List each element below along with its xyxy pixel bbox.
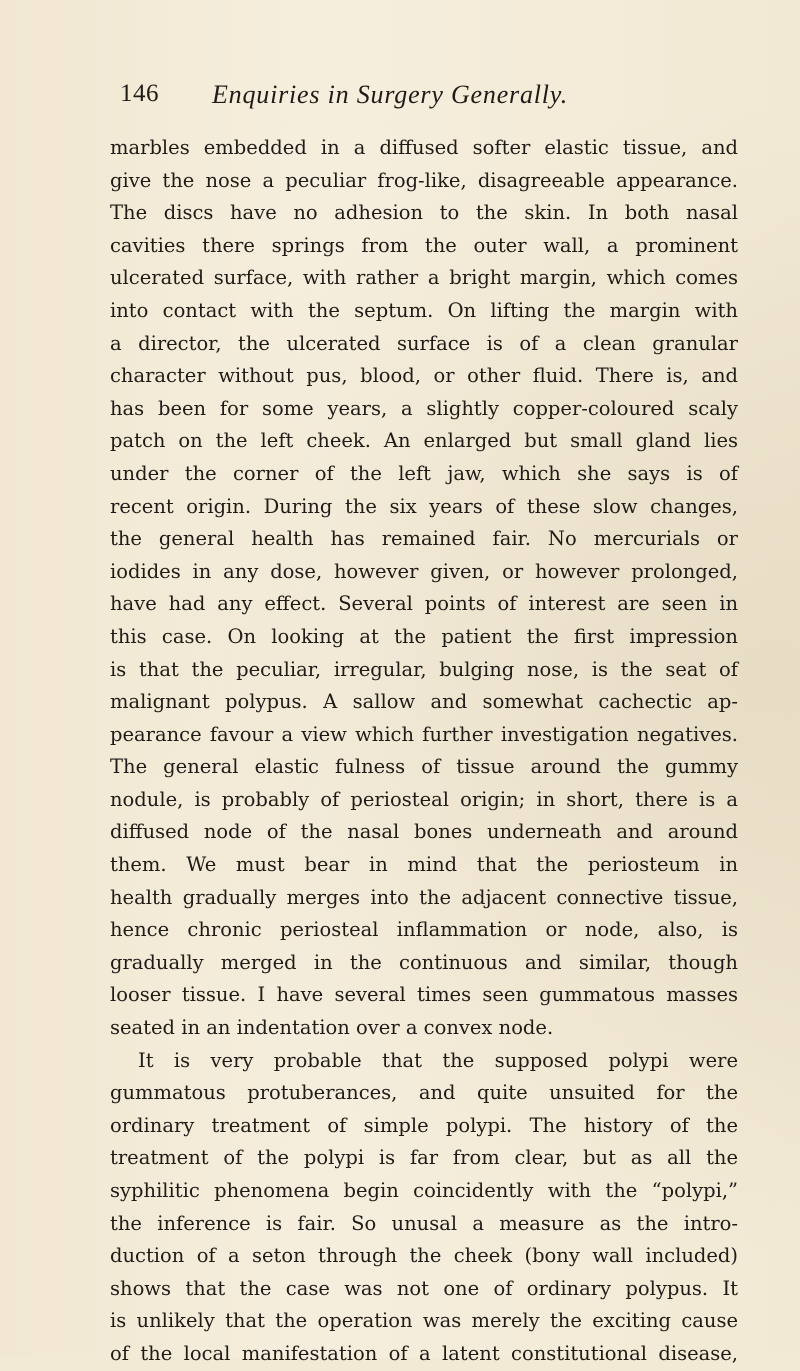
text-line: pearance favour a view which further investigation negatives. [110, 722, 738, 746]
text-line: health gradually merges into the adjacent connective tissue, [110, 885, 738, 909]
text-line: duction of a seton through the cheek (bony wall included) [110, 1244, 738, 1268]
text-line: into contact with the septum. On lifting the margin with [110, 298, 738, 322]
text-line: recent origin. During the six years of these slow changes, [110, 494, 738, 518]
page-number: 146 [120, 80, 159, 107]
paragraph [110, 1045, 738, 1371]
running-title: Enquiries in Surgery Generally. [212, 80, 569, 109]
text-line: looser tissue. I have several times seen gummatous masses [110, 983, 738, 1007]
text-line: them. We must bear in mind that the periosteum in [110, 853, 738, 877]
text-line: gradually merged in the continuous and similar, though [110, 950, 738, 974]
text-line: the general health has remained fair. No mercurials or [110, 527, 738, 551]
text-line: seated in an indentation over a convex node. [110, 1016, 554, 1040]
text-line: malignant polypus. A sallow and somewhat cachectic ap- [110, 690, 738, 714]
text-line: character without pus, blood, or other fluid. There is, and [110, 364, 738, 388]
running-head [120, 80, 730, 120]
text-line: under the corner of the left jaw, which she says is of [110, 461, 738, 485]
text-line: ordinary treatment of simple polypi. The history of the [110, 1113, 738, 1137]
text-line: this case. On looking at the patient the first impression [110, 624, 738, 648]
text-line: It is very probable that the supposed polypi were [138, 1048, 738, 1072]
text-line: hence chronic periosteal inflammation or node, also, is [110, 918, 738, 942]
body-text [110, 132, 738, 1371]
text-line: have had any effect. Several points of interest are seen in [110, 592, 738, 616]
text-line: is that the peculiar, irregular, bulging nose, is the seat of [110, 657, 738, 681]
text-line: the inference is fair. So unusal a measure as the intro- [110, 1211, 738, 1235]
text-line: a director, the ulcerated surface is of a clean granular [110, 331, 738, 355]
text-line: ulcerated surface, with rather a bright margin, which comes [110, 266, 738, 290]
text-line: give the nose a peculiar frog-like, disagreeable appearance. [110, 168, 738, 192]
text-line: of the local manifestation of a latent constitutional disease, [110, 1341, 738, 1365]
text-line: diffused node of the nasal bones underneath and around [110, 820, 738, 844]
text-line: syphilitic phenomena begin coincidently with the “polypi,” [110, 1179, 738, 1202]
text-line: patch on the left cheek. An enlarged but small gland lies [110, 429, 738, 453]
text-line: The discs have no adhesion to the skin. In both nasal [110, 201, 738, 225]
text-line: nodule, is probably of periosteal origin; in short, there is a [110, 787, 738, 811]
text-line: gummatous protuberances, and quite unsuited for the [110, 1081, 738, 1105]
text-line: iodides in any dose, however given, or however prolonged, [110, 559, 738, 583]
text-line: marbles embedded in a diffused softer elastic tissue, and [110, 136, 738, 159]
text-line: is unlikely that the operation was merely the exciting cause [110, 1309, 738, 1333]
text-line: cavities there springs from the outer wall, a prominent [110, 233, 738, 257]
text-line: shows that the case was not one of ordinary polypus. It [110, 1276, 738, 1300]
text-line: treatment of the polypi is far from clear, but as all the [110, 1146, 738, 1170]
text-line: has been for some years, a slightly copper-coloured scaly [110, 396, 738, 420]
paragraph [110, 132, 738, 1045]
text-line: The general elastic fulness of tissue around the gummy [110, 755, 738, 779]
